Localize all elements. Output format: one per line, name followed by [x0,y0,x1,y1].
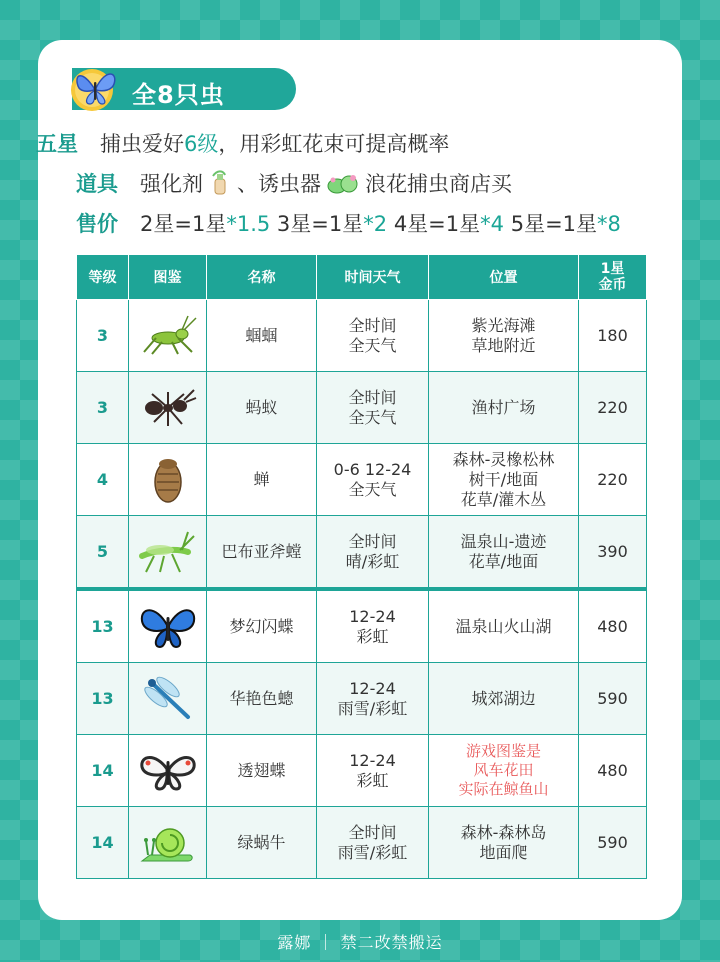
dragonfly-icon [131,675,204,723]
place-line: 温泉山-遗迹 [460,531,547,551]
time-line: 0-6 12-24 [333,459,412,479]
cell-level: 14 [77,807,129,879]
table-row [77,444,647,516]
time-line: 晴/彩虹 [345,551,400,571]
cell-name: 华艳色蟌 [207,663,317,735]
cell-place [429,444,579,516]
bug-lure-icon [325,170,361,196]
table-row [77,735,647,807]
cell-place [429,589,579,663]
bug-table [76,254,647,879]
green-snail-icon [131,819,204,867]
cell-pic [129,663,207,735]
time-line: 全时间 [348,531,397,551]
cell-coin: 590 [579,663,647,735]
place-line: 树干/地面 [468,469,539,489]
footer-credit: 露娜 ｜ 禁二改禁搬运 [277,933,443,952]
cell-coin: 480 [579,589,647,663]
header-time: 时间天气 [317,255,429,300]
place-line: 花草/地面 [468,551,539,571]
header-coin: 1星 金币 [579,255,647,300]
cell-level: 14 [77,735,129,807]
page-title: 全8只虫 [132,81,225,109]
cell-place [429,735,579,807]
place-line: 城郊湖边 [471,688,536,708]
cell-level: 5 [77,516,129,590]
table-row [77,372,647,444]
cell-time [317,589,429,663]
cell-coin: 480 [579,735,647,807]
place-line: 渔村广场 [471,397,536,417]
price-item: 3星=1星*2 [276,212,388,236]
time-line: 12-24 [349,606,396,626]
time-line: 全天气 [348,335,397,355]
cell-coin: 390 [579,516,647,590]
cell-coin: 590 [579,807,647,879]
cell-place [429,516,579,590]
cell-time [317,372,429,444]
price-item: 4星=1星*4 [393,212,505,236]
five-star-post: ，用彩虹花束可提高概率 [218,132,450,156]
ant-icon [131,386,204,430]
price-line [76,208,621,238]
cell-pic [129,589,207,663]
five-star-line [36,128,449,158]
cell-name: 蝈蝈 [207,300,317,372]
cell-time [317,663,429,735]
cell-place [429,807,579,879]
cell-pic [129,807,207,879]
tools-line [76,168,512,198]
cell-name: 梦幻闪蝶 [207,589,317,663]
cell-pic [129,444,207,516]
cell-place [429,372,579,444]
mantis-icon [131,528,204,576]
cell-level: 4 [77,444,129,516]
time-line: 雨雪/彩虹 [337,842,408,862]
cell-time [317,735,429,807]
place-line: 花草/灌木丛 [460,489,547,509]
cell-level: 13 [77,589,129,663]
tools-item-b: 浪花捕虫商店买 [365,172,512,196]
cell-name: 蝉 [207,444,317,516]
price-key: 售价 [76,212,118,236]
cell-coin: 220 [579,372,647,444]
cell-pic [129,300,207,372]
cell-place [429,663,579,735]
cell-coin: 220 [579,444,647,516]
header-level: 等级 [77,255,129,300]
cell-time [317,807,429,879]
cell-coin: 180 [579,300,647,372]
place-line: 游戏图鉴是 [465,742,541,760]
time-line: 彩虹 [356,770,389,790]
five-star-level: 6级 [184,132,219,156]
cell-name: 绿蜗牛 [207,807,317,879]
cell-place [429,300,579,372]
place-line: 实际在鲸鱼山 [458,780,549,798]
header-name: 名称 [207,255,317,300]
table-row [77,589,647,663]
time-line: 雨雪/彩虹 [337,698,408,718]
cell-time [317,444,429,516]
booster-bottle-icon [207,170,233,196]
time-line: 全时间 [348,315,397,335]
butterfly-badge-icon [68,62,120,114]
cell-time [317,516,429,590]
table-row [77,300,647,372]
price-item: 5星=1星*8 [510,212,621,236]
tools-sep: 、诱虫器 [237,172,321,196]
time-line: 全天气 [348,407,397,427]
cell-name: 透翅蝶 [207,735,317,807]
time-line: 全时间 [348,387,397,407]
tools-key: 道具 [76,172,118,196]
cell-pic [129,735,207,807]
blue-butterfly-icon [131,603,204,651]
time-line: 彩虹 [356,626,389,646]
time-line: 12-24 [349,750,396,770]
cell-level: 3 [77,372,129,444]
header-place: 位置 [429,255,579,300]
tools-item-a: 强化剂 [140,172,203,196]
table-row [77,807,647,879]
time-line: 全时间 [348,822,397,842]
glasswing-butterfly-icon [131,749,204,793]
cell-name: 巴布亚斧螳 [207,516,317,590]
cell-pic [129,516,207,590]
place-line: 森林-灵橡松林 [452,449,555,469]
place-line: 温泉山火山湖 [455,616,552,636]
price-item: 2星=1星*1.5 [140,212,271,236]
table-header-row [77,255,647,300]
time-line: 12-24 [349,678,396,698]
cell-level: 13 [77,663,129,735]
five-star-key: 五星 [36,132,78,156]
place-line: 紫光海滩 [471,315,536,335]
five-star-pre: 捕虫爱好 [100,132,184,156]
place-line: 森林-森林岛 [460,822,547,842]
cell-name: 蚂蚁 [207,372,317,444]
place-line: 草地附近 [471,335,536,355]
cell-pic [129,372,207,444]
place-line: 风车花田 [473,761,534,779]
cicada-icon [131,454,204,506]
time-line: 全天气 [348,479,397,499]
table-row [77,516,647,590]
table-row [77,663,647,735]
place-line: 地面爬 [479,842,528,862]
cell-time [317,300,429,372]
grasshopper-icon [131,314,204,358]
cell-level: 3 [77,300,129,372]
header-pic: 图鉴 [129,255,207,300]
